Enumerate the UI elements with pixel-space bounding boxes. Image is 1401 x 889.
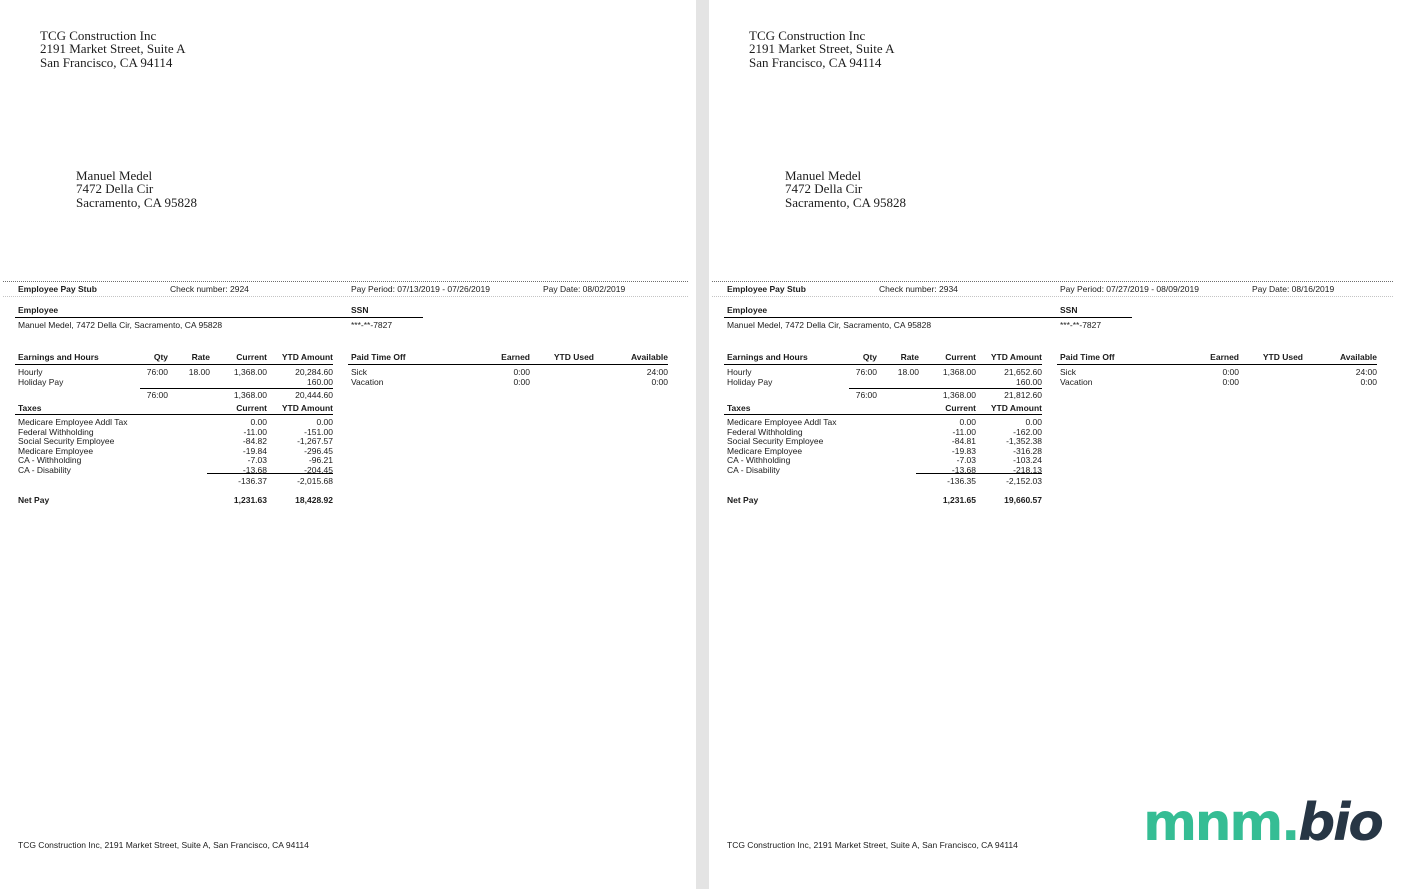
pto-header-rule [1057, 364, 1377, 365]
perforation-line [3, 281, 688, 282]
earnings-row-ytd: 160.00 [307, 377, 333, 387]
tax-row-label: Medicare Employee Addl Tax [727, 417, 837, 427]
tax-row-current: 0.00 [250, 417, 267, 427]
tax-row-current: -13.68 [242, 465, 267, 475]
earnings-header-qty: Qty [153, 352, 168, 362]
taxes-subtotal-ytd: -2,015.68 [297, 476, 333, 486]
earnings-header-current: Current [945, 352, 976, 362]
earnings-row-current: 1,368.00 [942, 367, 976, 377]
earnings-row-rate: 18.00 [188, 367, 210, 377]
pto-header-available: Available [1339, 352, 1377, 362]
taxes-subtotal-rule [207, 473, 333, 474]
ssn-value: ***-**-7827 [351, 320, 393, 330]
tax-row-label: CA - Withholding [727, 455, 791, 465]
employee-name: Manuel Medel [785, 168, 862, 183]
earnings-row-label: Holiday Pay [727, 377, 773, 387]
earnings-subtotal-rule [849, 388, 1042, 389]
taxes-header-current: Current [945, 403, 976, 413]
brand-text-primary: mnm. [1143, 793, 1299, 853]
earnings-row-current: 1,368.00 [233, 367, 267, 377]
tax-row-ytd: 0.00 [1025, 417, 1042, 427]
company-city: San Francisco, CA 94114 [749, 54, 882, 70]
tax-row-current: -11.00 [243, 427, 267, 437]
pto-row-label: Vacation [1060, 377, 1093, 387]
tax-row-current: 0.00 [959, 417, 976, 427]
earnings-header-qty: Qty [862, 352, 877, 362]
net-pay-ytd: 18,428.92 [295, 495, 333, 505]
pay-period: Pay Period: 07/27/2019 - 08/09/2019 [1060, 284, 1199, 294]
tax-row-label: Medicare Employee [18, 446, 94, 456]
pay-period: Pay Period: 07/13/2019 - 07/26/2019 [351, 284, 490, 294]
pto-row-earned: 0:00 [513, 377, 530, 387]
tax-row-current: -11.00 [952, 427, 976, 437]
ssn-label: SSN [1060, 305, 1078, 315]
taxes-header-rule [724, 414, 1042, 415]
employee-underline [15, 317, 423, 318]
tax-row-ytd: -204.45 [304, 465, 333, 475]
earnings-header-ytd: YTD Amount [281, 352, 333, 362]
employee-section-label: Employee [727, 305, 768, 315]
paystub-title: Employee Pay Stub [727, 284, 806, 294]
net-pay-current: 1,231.65 [942, 495, 976, 505]
employee-info: Manuel Medel, 7472 Della Cir, Sacramento, CA 95828 [18, 320, 223, 330]
pto-row-available: 0:00 [651, 377, 668, 387]
taxes-subtotal-rule [916, 473, 1042, 474]
earnings-subtotal-ytd: 20,444.60 [295, 390, 333, 400]
net-pay-label: Net Pay [18, 495, 50, 505]
paystub-page-right [709, 0, 1401, 889]
page-divider [696, 0, 709, 889]
earnings-subtotal-rule [140, 388, 333, 389]
employee-underline [724, 317, 1132, 318]
tax-row-current: -84.82 [242, 436, 267, 446]
taxes-header-current: Current [236, 403, 267, 413]
taxes-subtotal-current: -136.35 [947, 476, 976, 486]
earnings-header-title: Earnings and Hours [727, 352, 808, 362]
earnings-header-rate: Rate [191, 352, 210, 362]
taxes-header-rule [15, 414, 333, 415]
employee-street: 7472 Della Cir [785, 181, 863, 197]
tax-row-ytd: -96.21 [308, 455, 333, 465]
earnings-subtotal-current: 1,368.00 [233, 390, 267, 400]
tax-row-label: Medicare Employee [727, 446, 803, 456]
tax-row-ytd: -162.00 [1013, 427, 1042, 437]
tax-row-current: -19.84 [242, 446, 267, 456]
taxes-header-ytd: YTD Amount [281, 403, 333, 413]
tax-row-current: -7.03 [247, 455, 267, 465]
tax-row-label: Social Security Employee [18, 436, 115, 446]
employee-section-label: Employee [18, 305, 59, 315]
ssn-label: SSN [351, 305, 369, 315]
earnings-header-ytd: YTD Amount [990, 352, 1042, 362]
separator-line [712, 296, 1393, 297]
earnings-subtotal-current: 1,368.00 [942, 390, 976, 400]
employee-street: 7472 Della Cir [76, 181, 154, 197]
tax-row-ytd: -296.45 [304, 446, 333, 456]
ssn-value: ***-**-7827 [1060, 320, 1102, 330]
pto-header-rule [348, 364, 668, 365]
pto-row-earned: 0:00 [1222, 367, 1239, 377]
tax-row-ytd: -1,352.38 [1006, 436, 1042, 446]
company-address [40, 29, 186, 69]
earnings-row-ytd: 160.00 [1016, 377, 1042, 387]
taxes-header-ytd: YTD Amount [990, 403, 1042, 413]
tax-row-ytd: -218.13 [1013, 465, 1042, 475]
earnings-row-label: Holiday Pay [18, 377, 64, 387]
taxes-header-title: Taxes [727, 403, 751, 413]
tax-row-label: Medicare Employee Addl Tax [18, 417, 128, 427]
tax-row-label: Federal Withholding [727, 427, 803, 437]
earnings-row-ytd: 21,652.60 [1004, 367, 1042, 377]
employee-name: Manuel Medel [76, 168, 153, 183]
tax-row-ytd: -103.24 [1013, 455, 1042, 465]
earnings-row-rate: 18.00 [897, 367, 919, 377]
taxes-subtotal-current: -136.37 [238, 476, 267, 486]
company-city: San Francisco, CA 94114 [40, 54, 173, 70]
pto-header-title: Paid Time Off [1060, 352, 1115, 362]
tax-row-ytd: -1,267.57 [297, 436, 333, 446]
paystub-title: Employee Pay Stub [18, 284, 97, 294]
pto-header-available: Available [630, 352, 668, 362]
pto-header-earned: Earned [501, 352, 530, 362]
tax-row-ytd: -316.28 [1013, 446, 1042, 456]
tax-row-current: -13.68 [951, 465, 976, 475]
earnings-header-rate: Rate [900, 352, 919, 362]
net-pay-current: 1,231.63 [233, 495, 267, 505]
employee-address [76, 169, 197, 209]
tax-row-ytd: -151.00 [304, 427, 333, 437]
company-street: 2191 Market Street, Suite A [40, 41, 186, 57]
company-name: TCG Construction Inc [40, 28, 157, 43]
pto-row-label: Vacation [351, 377, 384, 387]
earnings-row-ytd: 20,284.60 [295, 367, 333, 377]
tax-row-current: -7.03 [956, 455, 976, 465]
earnings-row-label: Hourly [18, 367, 43, 377]
taxes-header-title: Taxes [18, 403, 42, 413]
tax-row-current: -84.81 [951, 436, 976, 446]
earnings-subtotal-ytd: 21,812.60 [1004, 390, 1042, 400]
earnings-row-qty: 76:00 [146, 367, 168, 377]
pto-header-ytd-used: YTD Used [1262, 352, 1303, 362]
perforation-line [712, 281, 1393, 282]
earnings-subtotal-qty: 76:00 [146, 390, 168, 400]
brand-text-secondary: bio [1298, 793, 1382, 853]
net-pay-label: Net Pay [727, 495, 759, 505]
earnings-row-qty: 76:00 [855, 367, 877, 377]
earnings-header-title: Earnings and Hours [18, 352, 99, 362]
taxes-subtotal-ytd: -2,152.03 [1006, 476, 1042, 486]
pto-header-ytd-used: YTD Used [553, 352, 594, 362]
company-address [749, 29, 895, 69]
earnings-header-rule [15, 364, 333, 365]
pto-row-available: 0:00 [1360, 377, 1377, 387]
pto-row-earned: 0:00 [513, 367, 530, 377]
brand-logo [1143, 794, 1381, 852]
employee-address [785, 169, 906, 209]
paystub-page-left [0, 0, 696, 889]
pay-date: Pay Date: 08/02/2019 [543, 284, 626, 294]
tax-row-label: CA - Disability [727, 465, 780, 475]
employee-city: Sacramento, CA 95828 [785, 194, 906, 210]
earnings-row-label: Hourly [727, 367, 752, 377]
pto-header-earned: Earned [1210, 352, 1239, 362]
net-pay-ytd: 19,660.57 [1004, 495, 1042, 505]
tax-row-current: -19.83 [951, 446, 976, 456]
page-footer: TCG Construction Inc, 2191 Market Street, Suite A, San Francisco, CA 94114 [727, 840, 1018, 850]
pto-header-title: Paid Time Off [351, 352, 406, 362]
check-number: Check number: 2934 [879, 284, 958, 294]
tax-row-label: Federal Withholding [18, 427, 94, 437]
tax-row-label: Social Security Employee [727, 436, 824, 446]
pay-date: Pay Date: 08/16/2019 [1252, 284, 1335, 294]
tax-row-ytd: 0.00 [316, 417, 333, 427]
tax-row-label: CA - Disability [18, 465, 71, 475]
check-number: Check number: 2924 [170, 284, 249, 294]
company-name: TCG Construction Inc [749, 28, 866, 43]
tax-row-label: CA - Withholding [18, 455, 82, 465]
separator-line [3, 296, 688, 297]
page-footer: TCG Construction Inc, 2191 Market Street, Suite A, San Francisco, CA 94114 [18, 840, 309, 850]
employee-info: Manuel Medel, 7472 Della Cir, Sacramento, CA 95828 [727, 320, 932, 330]
earnings-subtotal-qty: 76:00 [855, 390, 877, 400]
employee-city: Sacramento, CA 95828 [76, 194, 197, 210]
company-street: 2191 Market Street, Suite A [749, 41, 895, 57]
earnings-header-rule [724, 364, 1042, 365]
pto-row-available: 24:00 [646, 367, 668, 377]
pto-row-earned: 0:00 [1222, 377, 1239, 387]
pto-row-available: 24:00 [1355, 367, 1377, 377]
earnings-header-current: Current [236, 352, 267, 362]
pto-row-label: Sick [1060, 367, 1077, 377]
pto-row-label: Sick [351, 367, 368, 377]
